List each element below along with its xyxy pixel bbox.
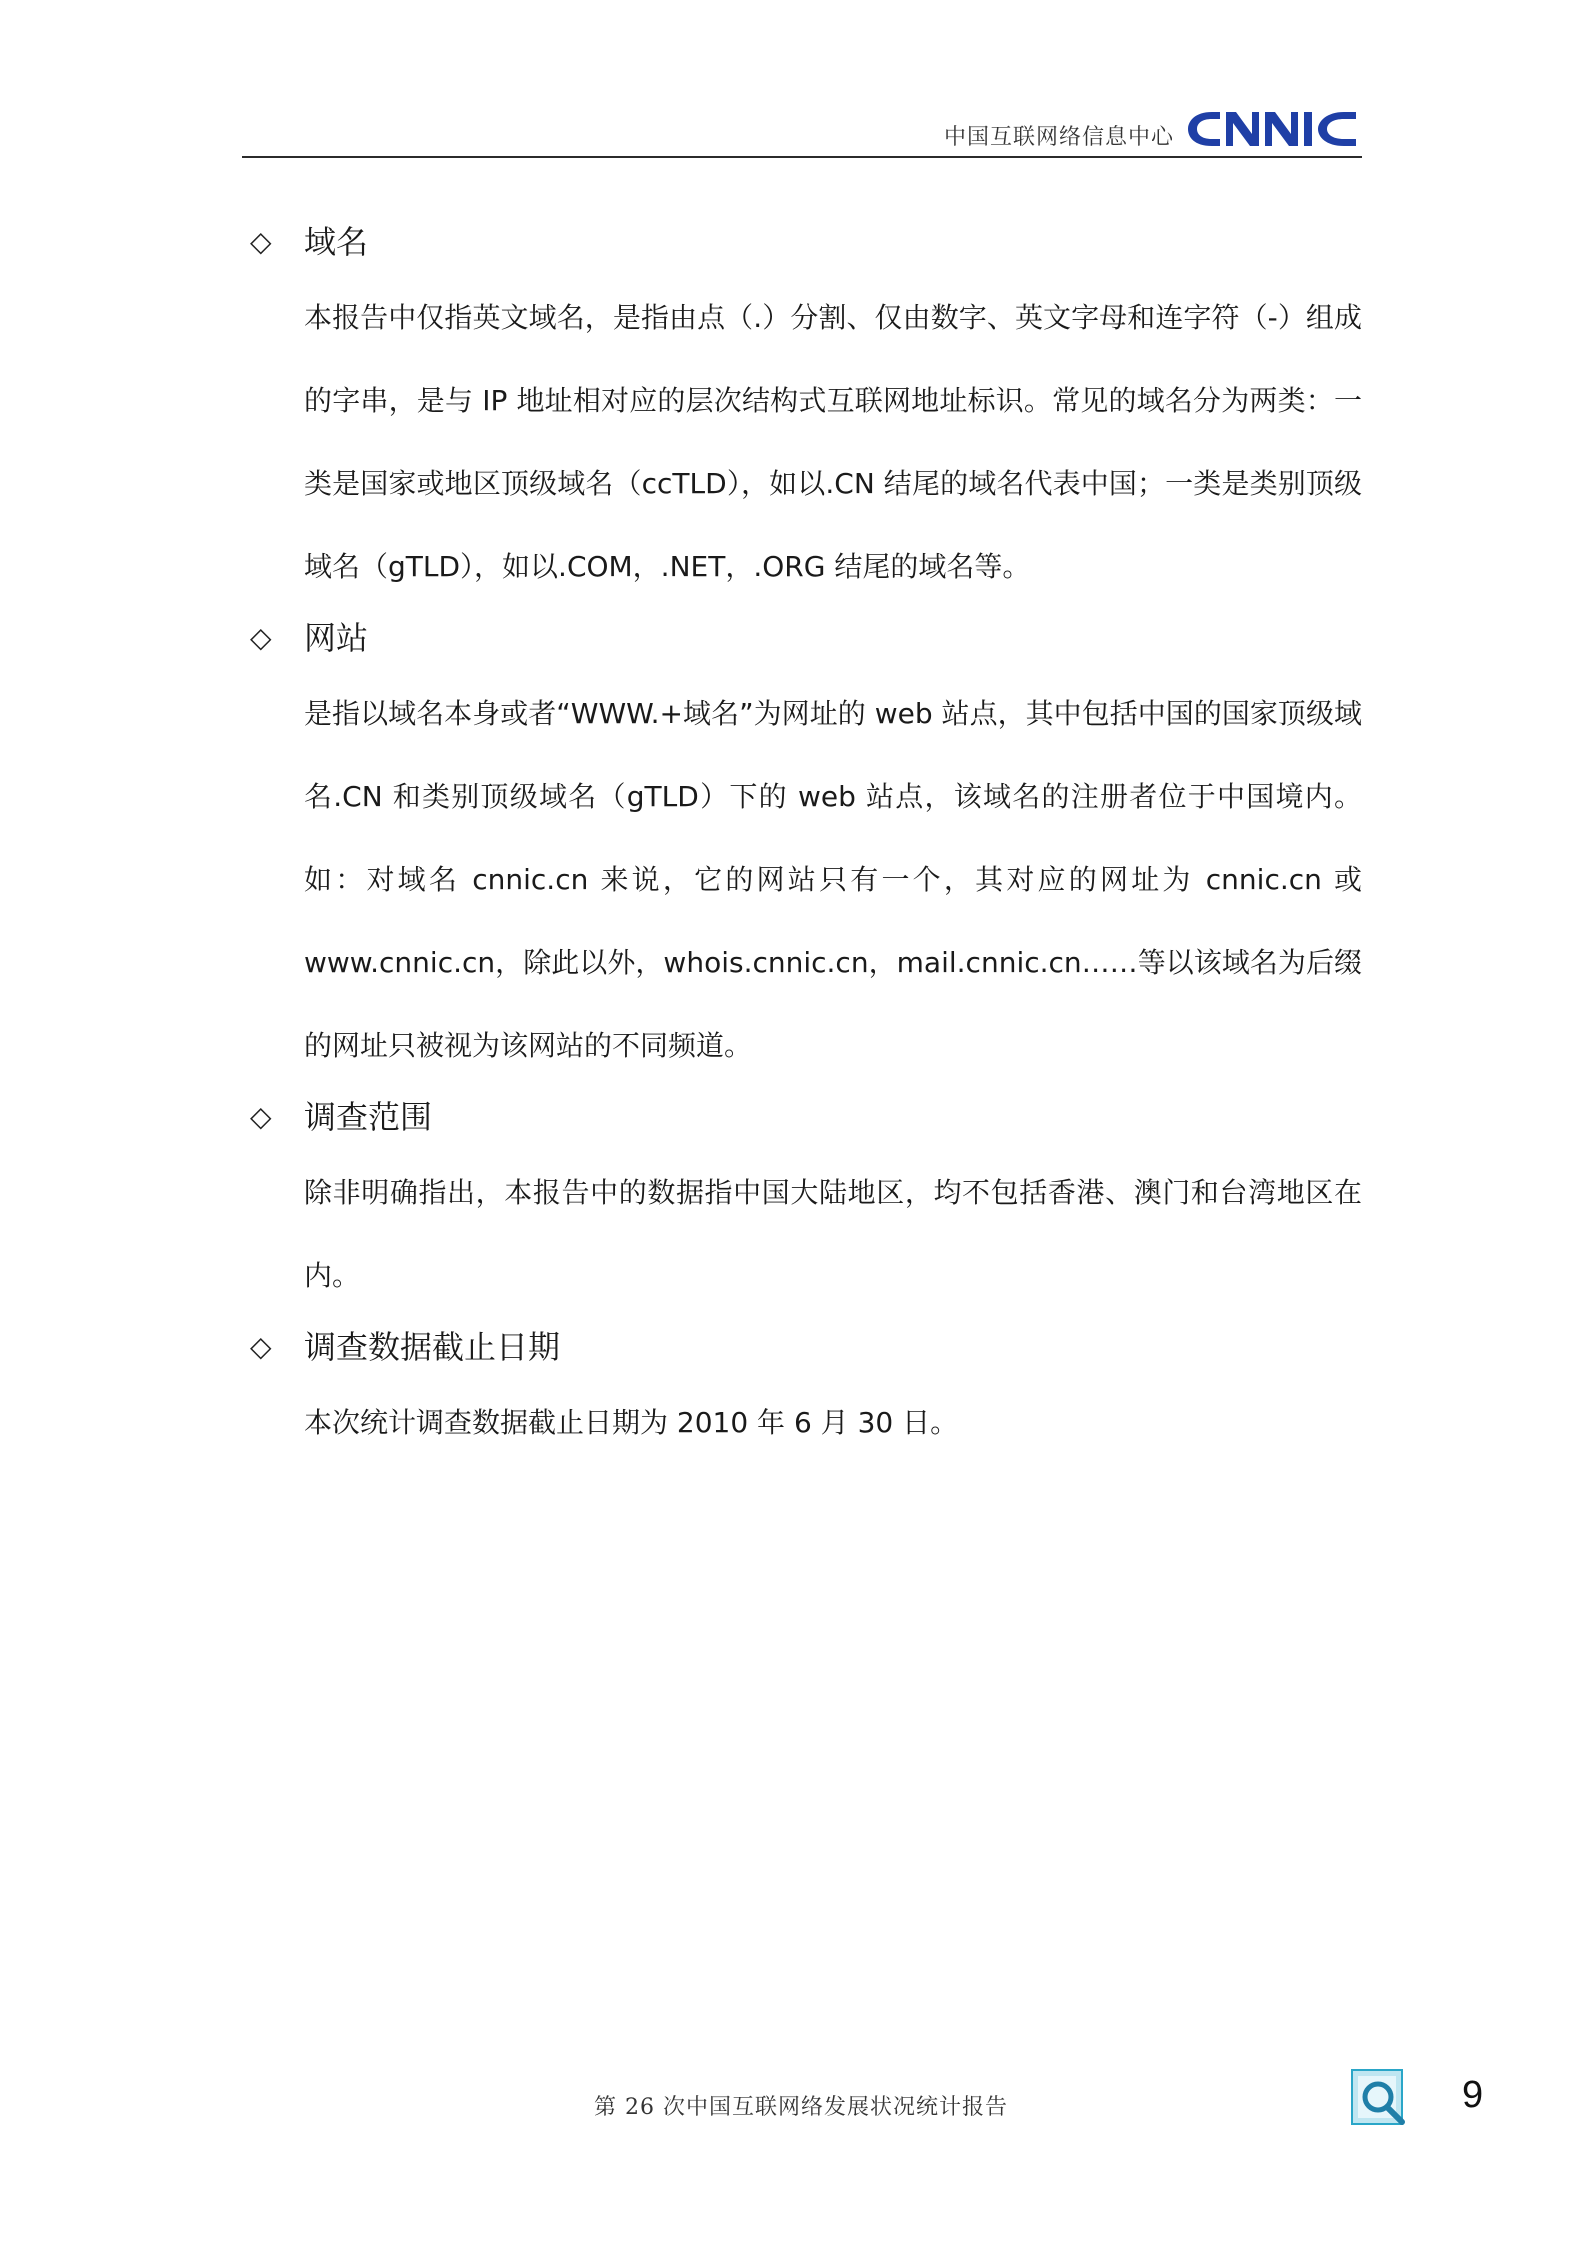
magnifier-report-icon xyxy=(1350,2068,1412,2130)
section-heading-cutoff-date xyxy=(250,1317,1362,1377)
section-title: 网站 xyxy=(304,619,369,657)
section-heading-domain xyxy=(250,212,1362,272)
section-heading-survey-scope xyxy=(250,1087,1362,1147)
page-number: 9 xyxy=(1462,2074,1484,2116)
cnnic-logo xyxy=(1186,106,1358,152)
page-footer xyxy=(0,2074,1594,2140)
diamond-bullet-icon: ◇ xyxy=(250,1330,272,1363)
section-heading-website xyxy=(250,608,1362,668)
diamond-bullet-icon: ◇ xyxy=(250,621,272,654)
section-title: 调查范围 xyxy=(304,1098,433,1136)
footer-report-title: 第 26 次中国互联网络发展状况统计报告 xyxy=(594,2095,1008,2120)
page-header xyxy=(242,100,1362,158)
section-title: 域名 xyxy=(304,223,369,261)
section-paragraph: 本次统计调查数据截止日期为 2010 年 6 月 30 日。 xyxy=(304,1406,959,1439)
section-paragraph: 是指以域名本身或者“WWW.+域名”为网址的 web 站点，其中包括中国的国家顶级域名.CN 和类别顶级域名（gTLD）下的 web 站点，该域名的注册者位于中国境内。如：对域名 cnnic.cn 来说，它的网站只有一个，其对应的网址为 cnnic.cn 或 www.cnnic.cn，除此以外，whois.cnnic.cn，mail.cnnic.cn……等以该域名为后缀的网址只被视为该网站的不同频道。 xyxy=(304,697,1362,1062)
header-org-name: 中国互联网络信息中心 xyxy=(943,125,1174,150)
section-paragraph: 本报告中仅指英文域名，是指由点（.）分割、仅由数字、英文字母和连字符（-）组成的字串，是与 IP 地址相对应的层次结构式互联网地址标识。常见的域名分为两类：一类是国家或地区顶级域名（ccTLD），如以.CN 结尾的域名代表中国；一类是类别顶级域名（gTLD），如以.COM，.NET，.ORG 结尾的域名等。 xyxy=(304,301,1362,583)
document-body xyxy=(250,212,1362,1464)
diamond-bullet-icon: ◇ xyxy=(250,1100,272,1133)
section-paragraph: 除非明确指出，本报告中的数据指中国大陆地区，均不包括香港、澳门和台湾地区在内。 xyxy=(304,1176,1362,1292)
section-title: 调查数据截止日期 xyxy=(304,1328,561,1366)
diamond-bullet-icon: ◇ xyxy=(250,225,272,258)
